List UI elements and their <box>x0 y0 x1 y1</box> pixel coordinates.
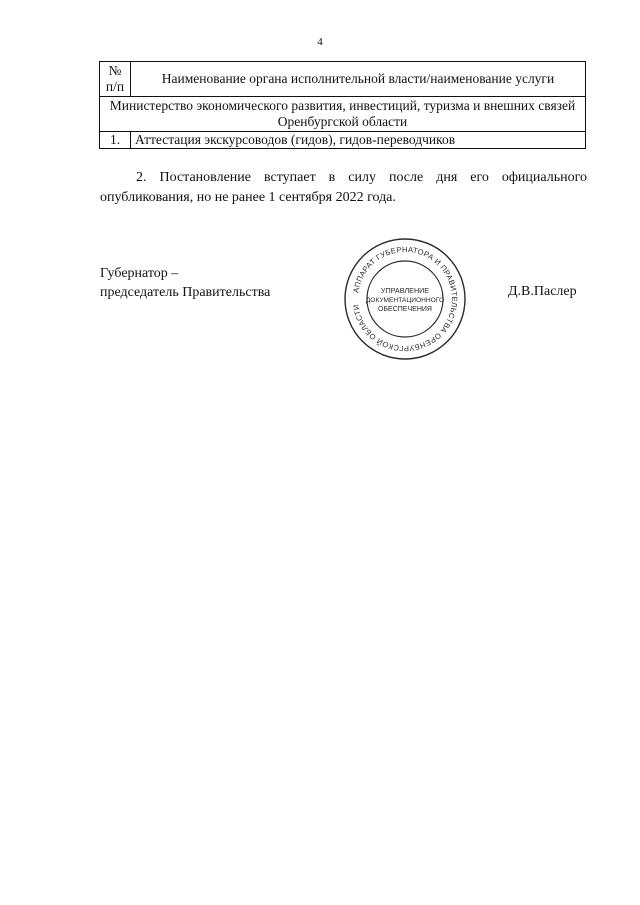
header-number-line2: п/п <box>105 79 125 94</box>
signatory-title <box>100 264 270 302</box>
seal-ring-text: АППАРАТ ГУБЕРНАТОРА И ПРАВИТЕЛЬСТВА ОРЕНБУРГСКОЙ ОБЛАСТИ <box>351 244 460 354</box>
header-number-cell <box>100 62 131 97</box>
header-name-cell: Наименование органа исполнительной власти/наименование услуги <box>131 62 586 97</box>
row-number-cell: 1. <box>100 132 131 149</box>
ministry-cell: Министерство экономического развития, инвестиций, туризма и внешних связей Оренбургской области <box>100 97 586 132</box>
signatory-title-line1: Губернатор – <box>100 266 179 281</box>
ministry-row <box>100 97 586 132</box>
table-header-row <box>100 62 586 97</box>
seal-center-line2: ДОКУМЕНТАЦИОННОГО <box>365 297 445 304</box>
official-seal <box>340 234 470 364</box>
seal-center-line3: ОБЕСПЕЧЕНИЯ <box>378 306 432 313</box>
paragraph-text: 2. Постановление вступает в силу после дня его официального опубликования, но не ранее 1 сентября 2022 года. <box>100 170 587 205</box>
services-table <box>99 61 586 149</box>
page-number: 4 <box>317 36 323 48</box>
signatory-name: Д.В.Паслер <box>508 284 577 299</box>
row-service-cell: Аттестация экскурсоводов (гидов), гидов-переводчиков <box>131 132 586 149</box>
seal-graphic <box>340 234 470 364</box>
table-row <box>100 132 586 149</box>
effective-date-paragraph <box>100 168 587 208</box>
signatory-title-line2: председатель Правительства <box>100 285 271 300</box>
header-number-line1: № <box>108 63 122 78</box>
seal-center-line1: УПРАВЛЕНИЕ <box>380 286 430 295</box>
